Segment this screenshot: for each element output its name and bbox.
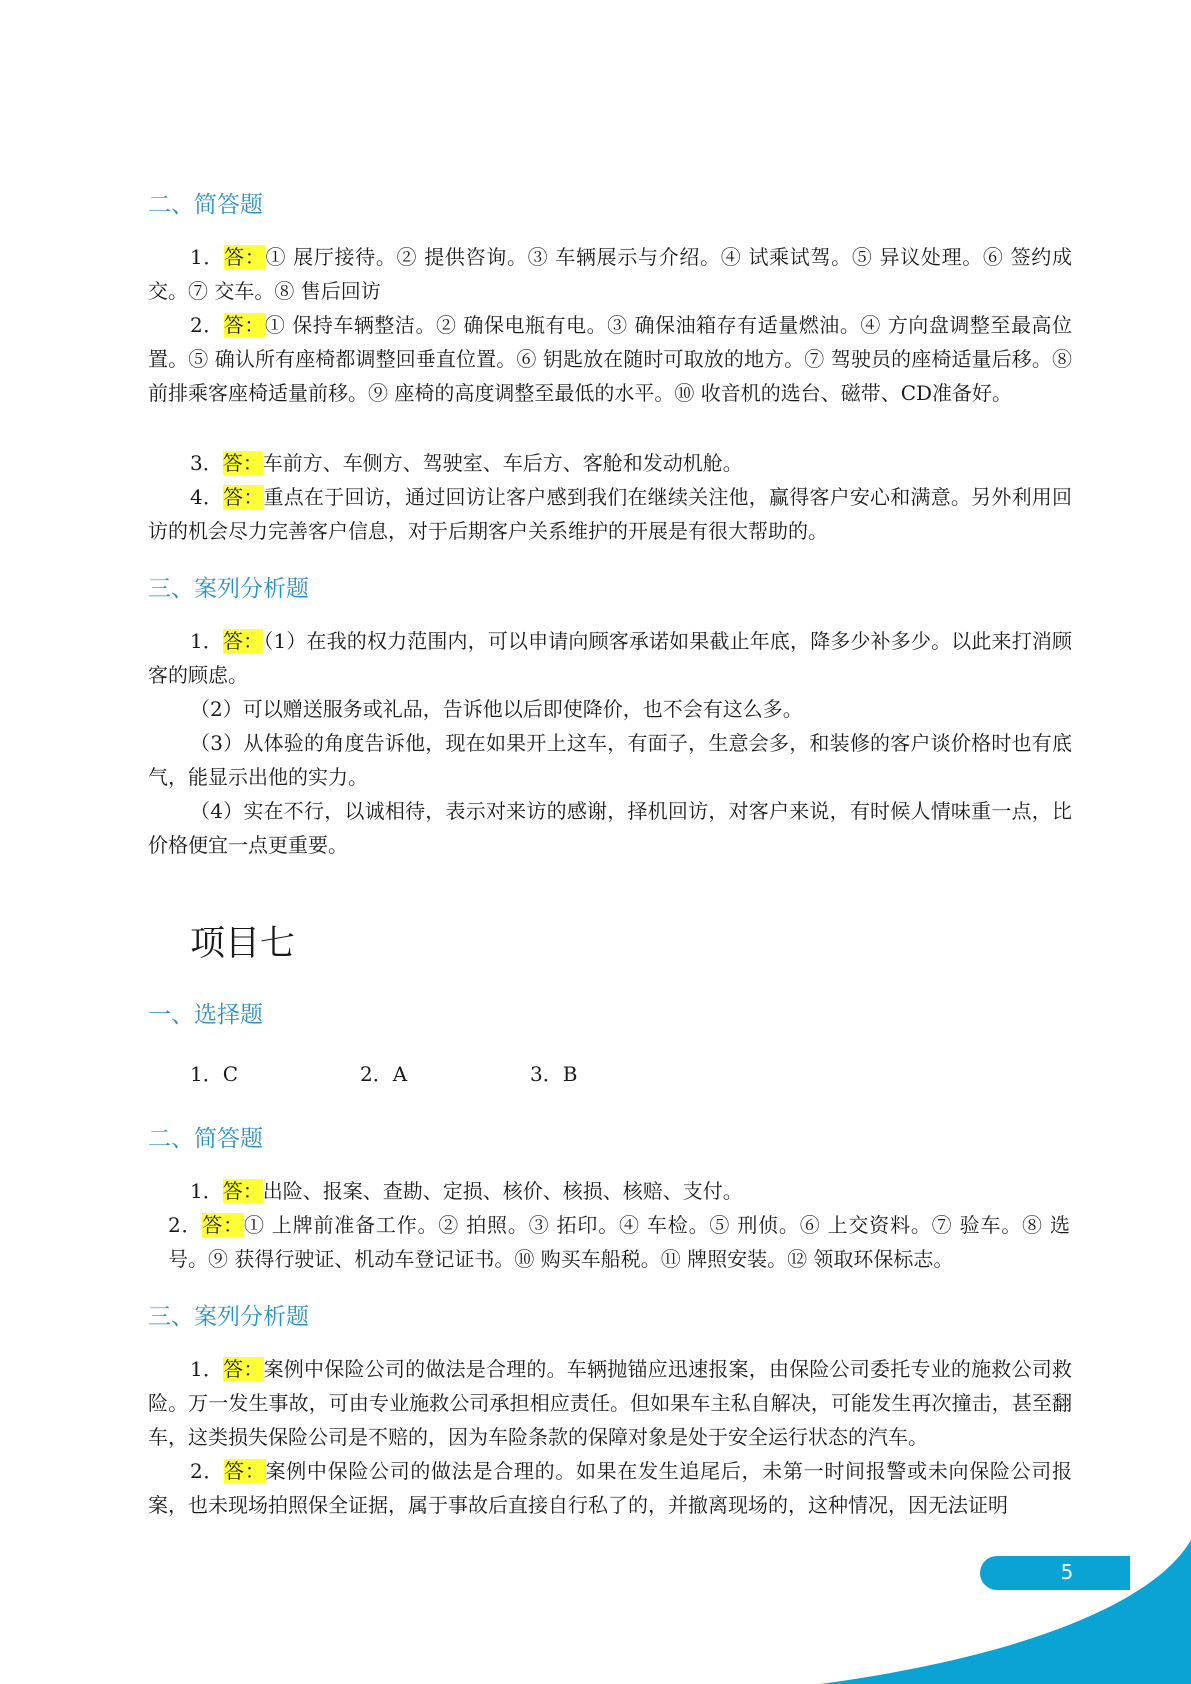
- answer-paragraph: （2）可以赠送服务或礼品，告诉他以后即使降价，也不会有这么多。: [190, 697, 803, 721]
- answer-label: 答：: [223, 1357, 264, 1381]
- answer-paragraph: [148, 1352, 1072, 1454]
- question-number: 1．: [190, 629, 224, 653]
- question-number: 2．: [168, 1213, 203, 1237]
- answer-paragraph: （4）实在不行，以诚相待，表示对来访的感谢，择机回访，对客户来说，有时候人情味重一点，比价格便宜一点更重要。: [148, 799, 1072, 857]
- question-number: 1．: [190, 245, 225, 269]
- answer-text: 案例中保险公司的做法是合理的。车辆抛锚应迅速报案，由保险公司委托专业的施救公司救险。万一发生事故，可由专业施救公司承担相应责任。但如果车主私自解决，可能发生再次撞击，甚至翻车，这类损失保险公司是不赔的，因为车险条款的保障对象是处于安全运行状态的汽车。: [148, 1357, 1072, 1449]
- section-heading-short-answer: 二、简答题: [148, 1126, 263, 1152]
- choice-answer: 3．B: [530, 1062, 578, 1086]
- answer-label: 答：: [223, 629, 264, 653]
- choice-answer: 2．A: [360, 1062, 408, 1086]
- section-heading-case-analysis: 三、案列分析题: [148, 1304, 309, 1330]
- question-number: 2．: [190, 1459, 225, 1483]
- answer-label: 答：: [223, 485, 264, 509]
- answer-text: 案例中保险公司的做法是合理的。如果在发生追尾后，未第一时间报警或未向保险公司报案，也未现场拍照保全证据，属于事故后直接自行私了的，并撤离现场的，这种情况，因无法证明: [148, 1459, 1073, 1517]
- choice-answers: [190, 1058, 700, 1087]
- section-heading-multiple-choice: 一、选择题: [148, 1002, 263, 1028]
- answer-paragraph: [148, 308, 1072, 410]
- answer-label: 答：: [223, 313, 265, 337]
- answer-text: ① 上牌前准备工作。② 拍照。③ 拓印。④ 车检。⑤ 刑侦。⑥ 上交资料。⑦ 验车。⑧ 选号。⑨ 获得行驶证、机动车登记证书。⑩ 购买车船税。⑪ 牌照安装。⑫ 领取环保标志。: [168, 1213, 1071, 1271]
- answer-text: （1）在我的权力范围内，可以申请向顾客承诺如果截止年底，降多少补多少。以此来打消顾客的顾虑。: [148, 629, 1072, 687]
- section-heading-case-analysis: 三、案列分析题: [148, 576, 309, 602]
- answer-paragraph: [148, 624, 1072, 692]
- answer-paragraph: （3）从体验的角度告诉他，现在如果开上这车，有面子，生意会多，和装修的客户谈价格时也有底气，能显示出他的实力。: [148, 731, 1072, 789]
- answer-text: ① 保持车辆整洁。② 确保电瓶有电。③ 确保油箱存有适量燃油。④ 方向盘调整至最高位置。⑤ 确认所有座椅都调整回垂直位置。⑥ 钥匙放在随时可取放的地方。⑦ 驾驶员的座椅适量后移。⑧ 前排乘客座椅适量前移。⑨ 座椅的高度调整至最低的水平。⑩ 收音机的选台、磁带、CD准备好。: [148, 313, 1072, 405]
- project-title: 项目七: [190, 924, 296, 964]
- answer-text: 出险、报案、查勘、定损、核价、核损、核赔、支付。: [262, 1179, 743, 1203]
- answer-paragraph: [156, 1208, 1070, 1276]
- answer-label: 答：: [202, 1213, 244, 1237]
- choice-answer: 1．C: [190, 1062, 239, 1086]
- answer-paragraph: [148, 446, 1072, 480]
- answer-text: ① 展厅接待。② 提供咨询。③ 车辆展示与介绍。④ 试乘试驾。⑤ 异议处理。⑥ 签约成交。⑦ 交车。⑧ 售后回访: [148, 245, 1072, 303]
- question-number: 1．: [190, 1357, 224, 1381]
- answer-label: 答：: [222, 451, 263, 475]
- question-number: 1．: [190, 1179, 223, 1203]
- answer-label: 答：: [222, 1179, 263, 1203]
- section-heading-short-answer: 二、简答题: [148, 192, 263, 218]
- answer-paragraph: [148, 1174, 1072, 1208]
- answer-paragraph: [148, 1454, 1072, 1522]
- answer-label: 答：: [224, 245, 266, 269]
- answer-text: 重点在于回访，通过回访让客户感到我们在继续关注他，赢得客户安心和满意。另外利用回访的机会尽力完善客户信息，对于后期客户关系维护的开展是有很大帮助的。: [148, 485, 1072, 543]
- question-number: 3．: [190, 451, 223, 475]
- question-number: 4．: [190, 485, 224, 509]
- answer-paragraph: [148, 240, 1072, 308]
- page-number: 5: [1060, 1560, 1074, 1584]
- answer-paragraph: [148, 480, 1072, 548]
- answer-label: 答：: [224, 1459, 266, 1483]
- question-number: 2．: [190, 313, 224, 337]
- answer-text: 车前方、车侧方、驾驶室、车后方、客舱和发动机舱。: [262, 451, 743, 475]
